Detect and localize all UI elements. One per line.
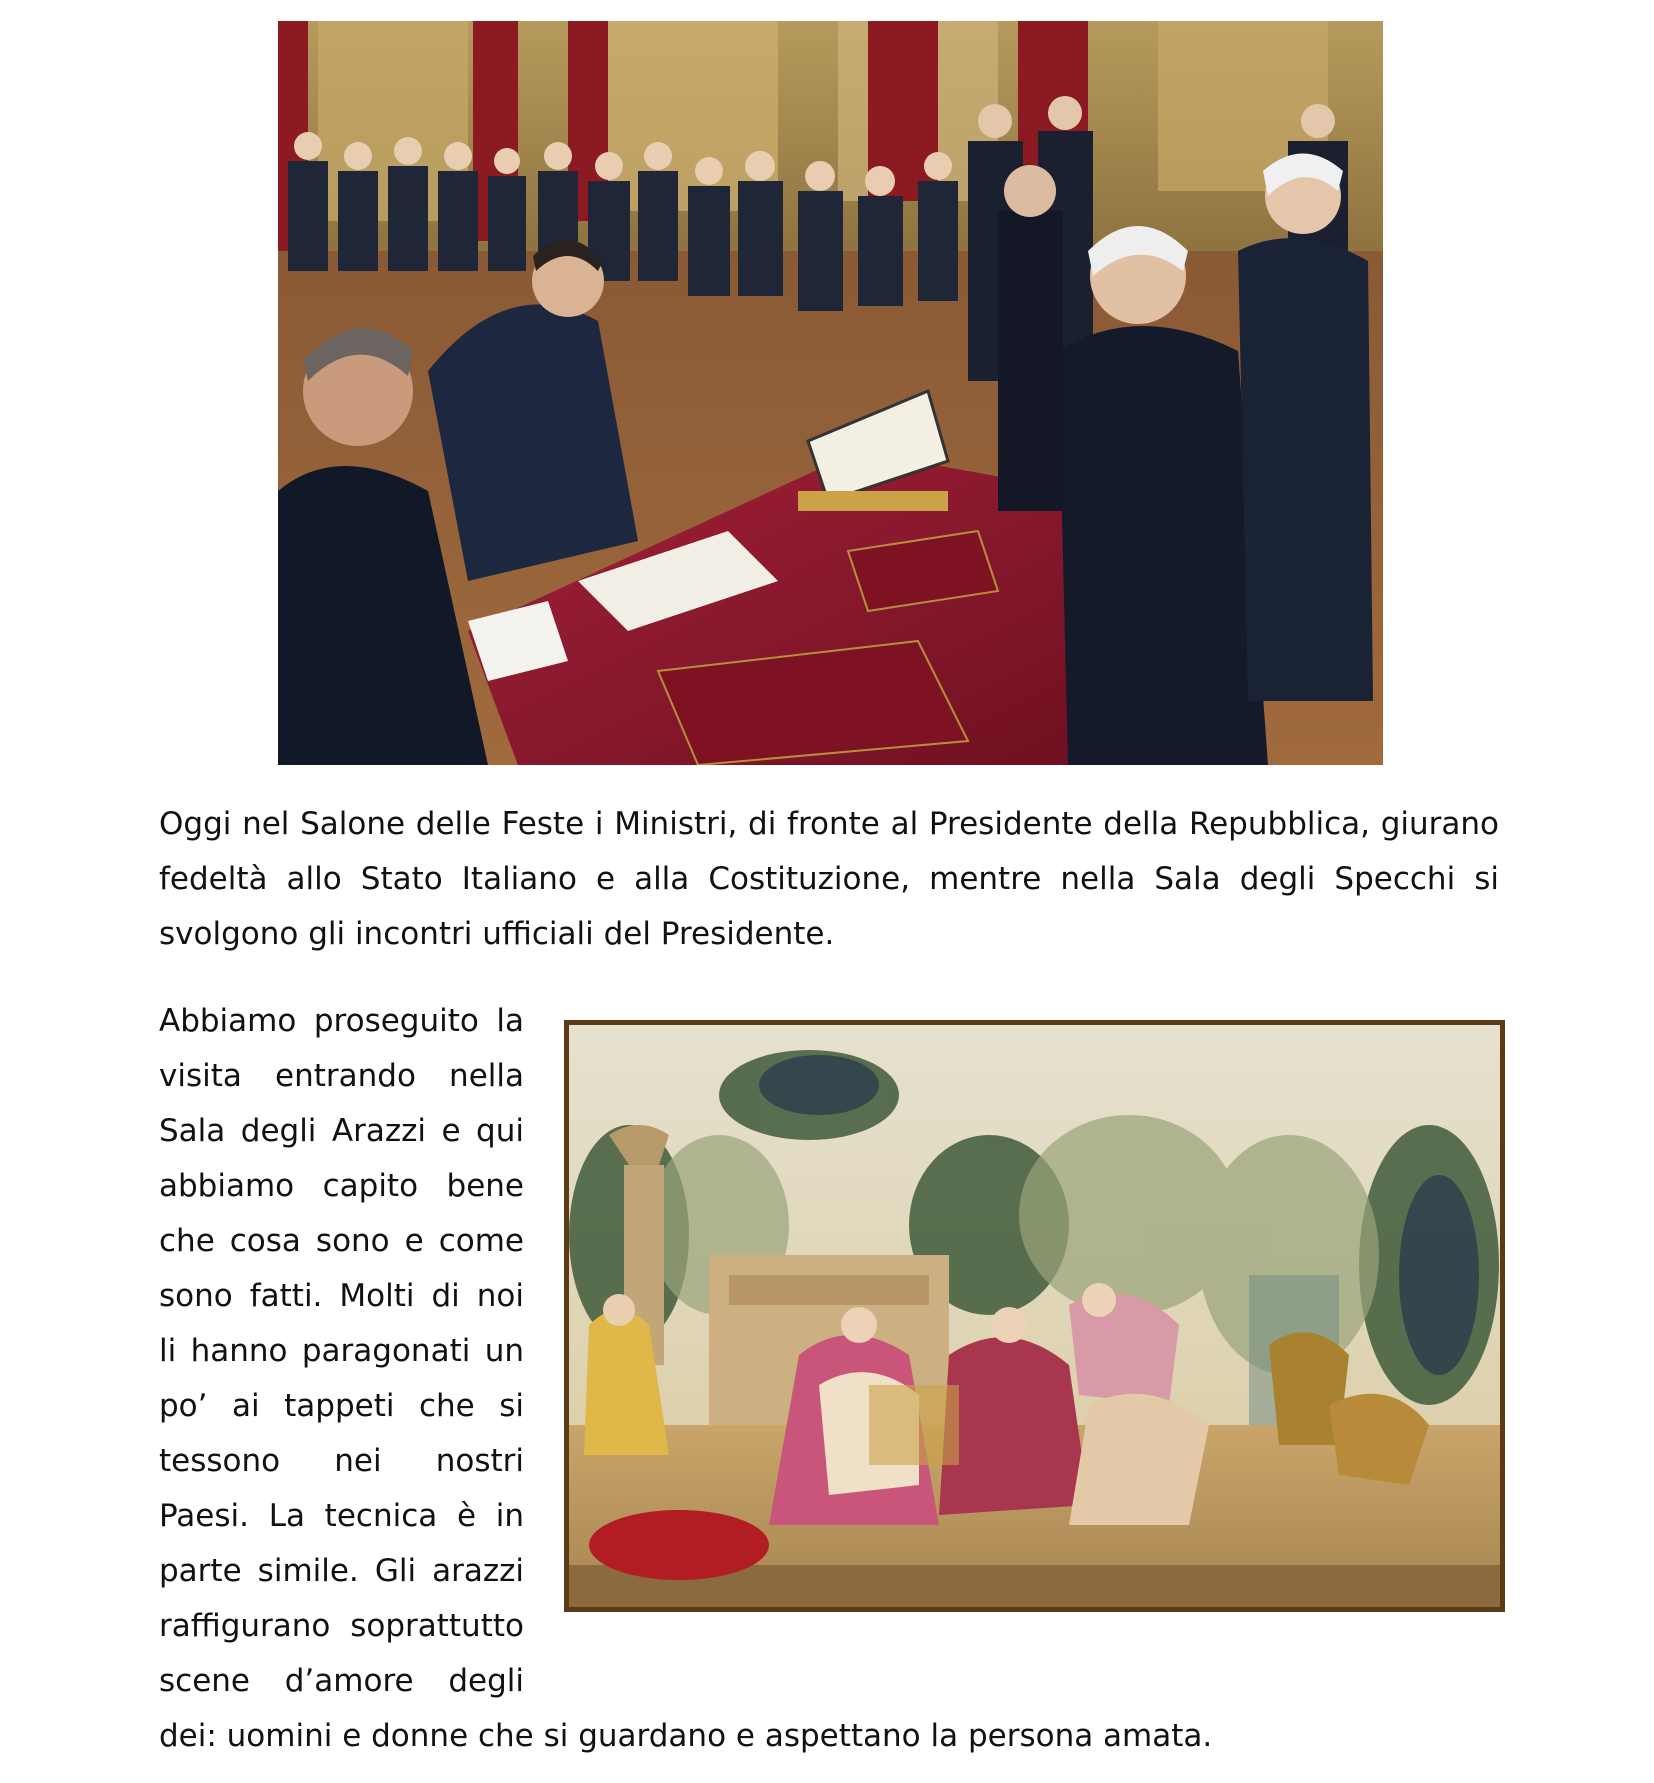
paragraph-line: po’ ai tappeti che si [159,1388,524,1424]
tapestry-photo [564,1020,1505,1612]
paragraph-line: parte simile. Gli arazzi [159,1553,524,1589]
paragraph-line: tessono nei nostri [159,1443,524,1479]
ceremony-photo [278,21,1383,765]
tapestry-illustration [569,1025,1500,1607]
paragraph-line: Paesi. La tecnica è in [159,1498,524,1534]
paragraph-line: Abbiamo proseguito la [159,1003,524,1039]
paragraph-line: Sala degli Arazzi e qui [159,1113,524,1149]
ceremony-photo-illustration [278,21,1383,765]
tapestry-paragraph-tail: dei: uomini e donne che si guardano e aspettano la persona amata. [159,1718,1213,1754]
tapestry-paragraph-column [159,994,524,1709]
intro-paragraph: Oggi nel Salone delle Feste i Ministri, di fronte al Presidente della Repubblica, giurano fedeltà allo Stato Italiano e alla Costituzione, mentre nella Sala degli Specchi si svolgono gli incontri ufficiali del Presidente. [159,806,1499,952]
paragraph-line: raffigurano soprattutto [159,1608,524,1644]
paragraph-line: abbiamo capito bene [159,1168,524,1204]
paragraph-line: che cosa sono e come [159,1223,524,1259]
paragraph-line: visita entrando nella [159,1058,524,1094]
paragraph-line: sono fatti. Molti di noi [159,1278,524,1314]
paragraph-line: li hanno paragonati un [159,1333,524,1369]
paragraph-line: scene d’amore degli [159,1663,524,1699]
